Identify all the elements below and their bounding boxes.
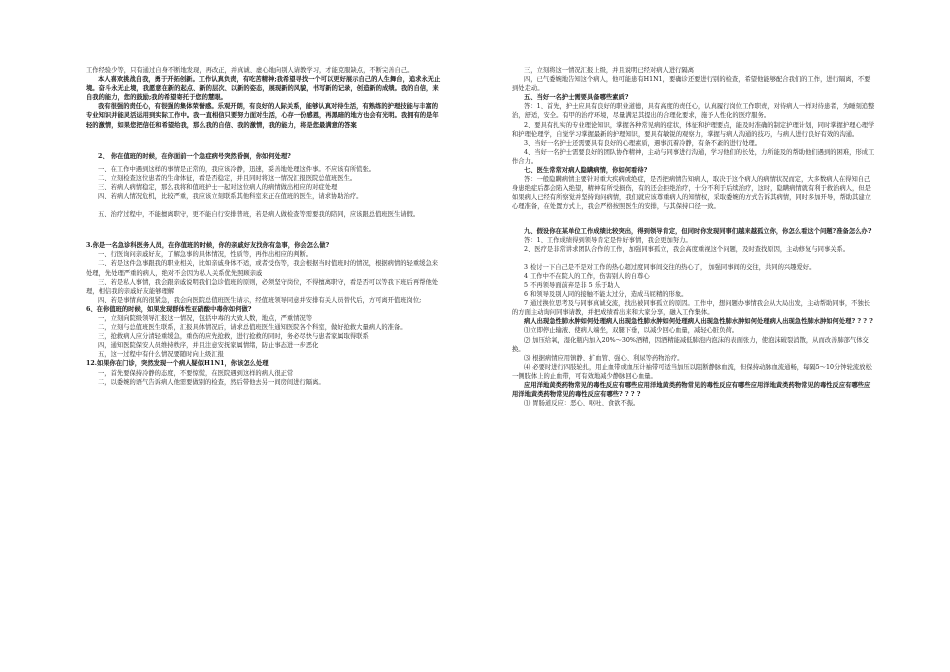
self-intro-essay-2: 我有很强的责任心，有很强的集体荣誉感。乐观开朗，有良好的人际关系，能够认真对待生活，有熟练的护理技能与丰富的专业知识并能灵活运用到实际工作中。我一直相信只要努力面对生活，心存一份感恩，再黑暗的地方也会有光明。我拥有的是年轻的激情，如果您把信任和希望给我，那么我的自信、我的激情，我的能力，将是您最满意的答案 — [86, 103, 439, 129]
q9-item: 答：1、工作成绩得到领导肯定是件好事情，我会更加努力。 — [524, 236, 692, 244]
q9-item: 5 不再领导面前弃是非 5 乐于助人 — [524, 281, 620, 289]
right-column — [512, 66, 876, 408]
q5-item: 2、要具有扎实的专业理论知识，掌握各种常见病的症状，体征和护理要点，能及时准确的制定护理计划，同时掌握护理心理学和护理伦理学，自觉学习掌握最新的护理知识，要具有敏锐的观察力，掌握与病人沟通的技巧，与病人进行良好有效的沟通。 — [512, 121, 875, 138]
q6-item: 一，立刻向院级领导汇报这一情况，包括中毒的大致人数，地点，严重情况等 — [98, 314, 313, 322]
q5-item: 3、当好一名护士还需要具有良好的心理素质，遇事沉着冷静，有条不紊的进行处理。 — [524, 139, 761, 147]
q9-item: 7 通过换位思考及与同事真诚交流，找出被同事孤立的原因。工作中，想问题办事情我会从大局出发，主动帮助同事，不独长的方面主动询问同事请教，并把成绩看出来和大家分享，融入工作集体。 — [512, 300, 871, 317]
question-5-title: 五、当好一名护士需要具备哪些素质? — [524, 94, 629, 102]
pulmonary-edema-item: ⑴立即停止输液、使病人端坐，双腿下垂，以减少回心血量，减轻心脏负荷。 — [524, 327, 739, 335]
q6-item: 二，立刻与总值班医生联系，汇报具体情况后，请求总值班医生通知医院各个科室，做好抢救大量病人的准备。 — [98, 324, 407, 332]
q2-item: 三、若病人病情稳定，那么我将和值班护士一起对这位病人的病情做出相应的对症处理 — [98, 183, 338, 191]
q3-item: 二、若是这件急事跟我的职业相关，比如亲戚身体不适，或者受伤等，我会根据当时值班时的情况，根据病情的轻重缓急来处理，先处理严重的病人，绝对不会因为私人关系优先照顾亲戚 — [86, 260, 439, 277]
question-3-title: 3.你是一名急诊科医务人员，在你值班的时候，你的亲戚好友找你有急事，你会怎么做? — [86, 242, 330, 250]
q12-item: 二，以委婉的语气告诉病人他需要做别的检查，然后带他去另一间房间进行隔离。 — [98, 378, 325, 386]
q12-continued-item: 四，已气委婉地告知这个病人，他可能患有H1N1，要确诊还要进行别的检查，希望他能够配合我们的工作，进行隔离，不要到处走动。 — [512, 76, 871, 93]
q3-item: 一、行医询问亲戚好友，了解急事的具体情况，性质等，再作出相应的判断。 — [98, 251, 313, 259]
q12-continued-item: 三，立刻将这一情况汇报上级，并且说明已经对病人进行隔离 — [524, 67, 695, 74]
q3-item: 四、若是事情真的很紧急，我会向医院总值班医生请示，经值班领导同意并安排有关人员替代后，方可离开值班岗位; — [98, 296, 422, 304]
question-12-title: 12.如果你在门诊，突然发现一个病人疑似H1N1，你该怎么处理 — [86, 360, 269, 368]
q5-item: 答：1、首先，护士应具有良好的职业道德，具有高度的责任心，认真履行岗位工作职责，对待病人一样对待患者，为睡刻追整治，舒适，安全。有甲的治疗环境，尽量满足其提出的合理化要求，施予人性化的医疗服务。 — [512, 103, 875, 120]
q9-item: 3 检讨一下自己是不是对工作的热心超过度同事间交往的热心了， 加强同事间的交往，共同的兴趣爱好。 — [524, 263, 816, 271]
left-column — [86, 66, 442, 387]
q3-item: 三、若是私人事情，我会跟亲戚说明我们急诊值班的原则，必须坚守岗位，不得擅离职守，看是否可以等我下班后再帮他处理，相信我的亲戚好友能够理解 — [86, 278, 439, 295]
q5-item: 4、当好一名护士需要良好的团队协作精神，主动与同事进行沟通，学习他们的长处，力所能及的帮助他们遇到的困难，形成工作合力。 — [512, 148, 875, 165]
q2-item: 一、在工作中遇到这样的事情是正常的，我应该冷静，迅速，妥善地处理这件事。不应该有所慌张。 — [98, 165, 376, 173]
q9-item: 4 工作中不在院人的工作，伤害别人的自尊心 — [524, 272, 650, 280]
q6-item: 四，通知医院保安人员维持秩序，并且注意安抚家属情绪，防止事态进一步恶化 — [98, 342, 319, 350]
q2-item: 四、若病人情况危机，比较严重，我应该立刻联系其他科室来正在值班的医生，请求协助治疗。 — [98, 193, 363, 201]
question-2-title: 2、 你在值班的时候，在你面前一个急症病号突然昏倒，你如何处理? — [98, 152, 291, 160]
question-digitalis-title: 应用洋地黄类药物常见的毒性反应有哪些应用洋地黄类药物常见的毒性反应有哪些应用洋地黄类药物常见的毒性反应有哪些应用洋地黄类药物常见的毒性反应有哪些? ? ? ? — [512, 382, 871, 399]
q2-item: 二、立刻检查这位患者的生命体征，看是否稳定，并且同时将这一情况汇报医院总值班医生。 — [98, 174, 357, 182]
q12-item: 一，首先要保持冷静的态度，不要惊慌，在医院遇到这样的病人很正常 — [98, 369, 294, 377]
question-9-title: 九、假设你在某单位工作成绩比较突出，得到领导肯定，但同时你发现同事们越来越孤立你，你怎么看这个问题?准备怎么办? — [524, 227, 872, 235]
q2-item: 五、治疗过程中，不能擅离职守，更不能自行安排普班，若是病人做检查等需要我的陪同，应该跟总值班医生请假。 — [98, 211, 420, 219]
intro-paragraph: 工作经验少等，只有通过自身不断地发现，再改正，并真诚、虚心地向别人请教学习，才能克服缺点，不断完善自己。 — [86, 67, 414, 74]
pulmonary-edema-item: ⑶ 根据病情应用镇静、扩血管、强心、利尿等药物治疗。 — [524, 354, 684, 362]
q9-item: 2、医疗是非常讲求团队合作的工作，加强同事孤立，我会高度重视这个问题，及时查找原因，主动修复与同事关系。 — [524, 245, 850, 253]
q9-item: 6 和领导及别人同的接触不能太过分，造成马屁精的形象。 — [524, 291, 688, 299]
self-intro-essay: 本人喜欢挑战自我，勇于开拓创新。工作认真负责，有吃苦精神;我希望寻找一个可以更好展示自己的人生舞台，追求永无止境。奋斗永无止境，我愿意在新的起点、新的层次、以新的姿态，展现新的风貌，书写新的记录，创造新的成绩。我的自信，来自我的能力，您的鼓励;我的希望寄托于您的慧眼。 — [86, 76, 441, 102]
q6-item: 三，抢救病人应分清轻重缓急，重伤的应先抢救，进行抢救的同时，务必尽快与患者家属取得联系 — [98, 333, 369, 341]
q6-item: 五，这一过程中有什么情况要随时向上级汇报 — [98, 351, 224, 359]
digitalis-item: ⑴ 胃肠道反应：恶心、呕吐、食欲不振。 — [524, 400, 640, 408]
question-pulmonary-edema-title: 病人出现急性肺水肿如何处理病人出现急性肺水肿如何处理病人出现急性肺水肿如何处理病人出现急性肺水肿如何处理? ? ? ? — [524, 318, 873, 326]
question-7-title: 七、医生常常对病人隐瞒病情，你如何看待? — [524, 167, 648, 175]
pulmonary-edema-item: ⑵ 加压给氧，湿化瓶内加入20%～30%酒精，因酒精能减低肺泡内泡沫的表面张力，使泡沫破裂消散，从而改善肺部气体交换。 — [512, 336, 869, 353]
q7-answer: 答：一般隐瞒病情主要针对重大疾病或绝症，是否把病情告知病人，取决于这个病人的病情状况而定，大多数病人在得知自己身患绝症后都会陷入绝望，精神有所受损伤，有的还会拒绝治疗，十分不利于后续治疗，这时，隐瞒病情就有利于救治病人，但是如果病人已经有所察觉并坚持询问病情，我们就应该尊重病人的知情权，采取委婉的方式告诉其病情，同时多加开导，帮助其建立心理准备，在处置方式上，我会严格按照医生的安排，与其保持口径一致。 — [512, 176, 871, 211]
pulmonary-edema-item: ⑷ 必要时进行四肢轮扎，用止血带或血压计袖带可适当加压以阻断静脉血流，但保持动脉血流通畅，每隔5～10分钟轮流放松一侧肢体上的止血带，可有效地减少静脉回心血量。 — [512, 363, 872, 380]
question-6-title: 6、在你值班的时候，如果发现群体性亚硝酸中毒你如何做? — [86, 305, 252, 313]
